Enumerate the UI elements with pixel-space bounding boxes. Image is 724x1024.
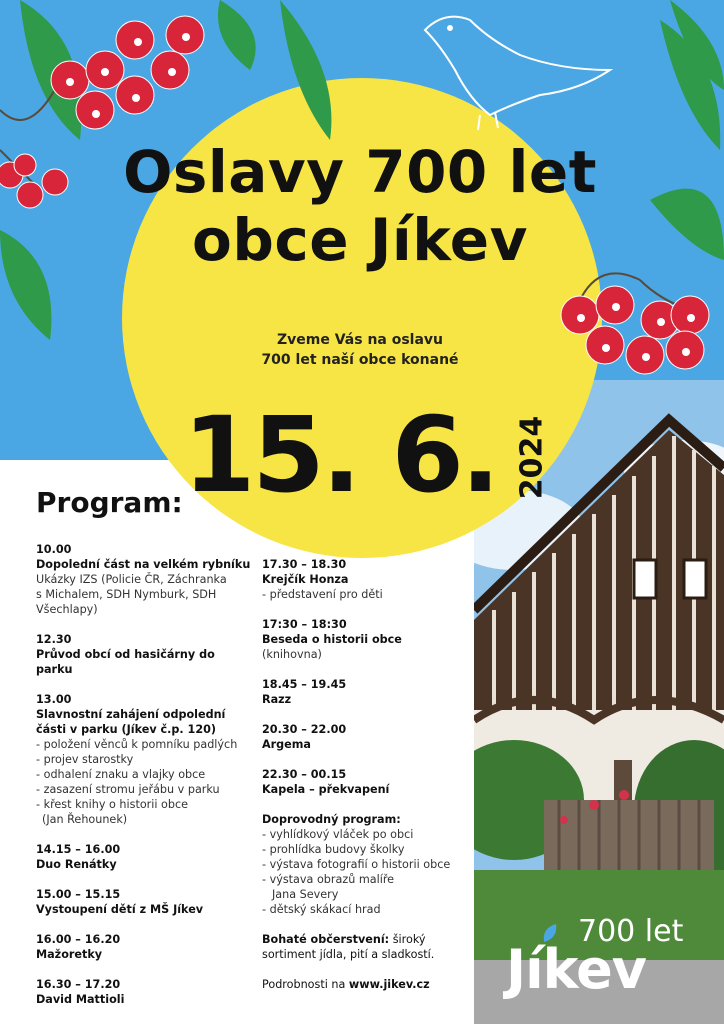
- program-heading: Program:: [36, 486, 183, 519]
- entry-detail: - křest knihy o historii obce: [36, 798, 189, 811]
- entry-title: Vystoupení dětí z MŠ Jíkev: [36, 903, 204, 916]
- entry-detail: (Jan Řehounek): [42, 813, 128, 826]
- program-entry: [36, 932, 254, 962]
- entry-detail: - představení pro děti: [262, 588, 383, 601]
- entry-time: 17:30 – 18:30: [262, 618, 347, 631]
- entry-time: 14.15 – 16.00: [36, 843, 121, 856]
- entry-time: 20.30 – 22.00: [262, 723, 347, 736]
- entry-title: Duo Renátky: [36, 858, 117, 871]
- entry-detail: s Michalem, SDH Nymburk, SDH: [36, 588, 217, 601]
- extras-title: Doprovodný program:: [262, 813, 401, 826]
- refreshments-label: Bohaté občerstvení:: [262, 933, 390, 946]
- page-title: [60, 138, 660, 274]
- extras-item: - výstava fotografií o historii obce: [262, 858, 451, 871]
- program-entry: [262, 677, 472, 707]
- program-entry: [36, 887, 254, 917]
- entry-title: Mažoretky: [36, 948, 103, 961]
- entry-time: 12.30: [36, 633, 72, 646]
- entry-time: 16.30 – 17.20: [36, 978, 121, 991]
- entry-time: 16.00 – 16.20: [36, 933, 121, 946]
- event-year: 2024: [514, 415, 550, 500]
- program-entry: [262, 557, 472, 602]
- title-line-2: obce Jíkev: [192, 206, 528, 274]
- entry-title: Dopolední část na velkém rybníku: [36, 558, 251, 571]
- title-line-1: Oslavy 700 let: [123, 138, 597, 206]
- entry-time: 15.00 – 15.15: [36, 888, 121, 901]
- entry-time: 22.30 – 00.15: [262, 768, 347, 781]
- entry-title: Kapela – překvapení: [262, 783, 390, 796]
- entry-detail: Všechlapy): [36, 603, 98, 616]
- entry-detail: - odhalení znaku a vlajky obce: [36, 768, 206, 781]
- entry-detail: Ukázky IZS (Policie ČR, Záchranka: [36, 573, 227, 586]
- program-entry: [262, 722, 472, 752]
- more-info: [262, 977, 472, 992]
- program-entry: [36, 977, 254, 1007]
- more-info-text: Podrobnosti na: [262, 978, 349, 991]
- entry-title: David Mattioli: [36, 993, 125, 1006]
- refreshments-text: široký sortiment jídla, pití a sladkostí.: [262, 933, 435, 961]
- entry-title: Průvod obcí od hasičárny do parku: [36, 648, 215, 676]
- entry-title: Krejčík Honza: [262, 573, 349, 586]
- invitation-line-1: Zveme Vás na oslavu: [276, 332, 444, 348]
- program-entry: [36, 632, 254, 677]
- program-left-column: [36, 542, 254, 1022]
- entry-detail: - projev starostky: [36, 753, 134, 766]
- entry-title: Beseda o historii obce: [262, 633, 402, 646]
- program-entry: [262, 767, 472, 797]
- extras-item: - prohlídka budovy školky: [262, 843, 405, 856]
- extras-item: Jana Severy: [272, 888, 339, 901]
- entry-time: 17.30 – 18.30: [262, 558, 347, 571]
- invitation-text: [210, 330, 510, 370]
- extras-item: - výstava obrazů malíře: [262, 873, 395, 886]
- event-date: 15. 6.: [183, 394, 498, 516]
- entry-time: 10.00: [36, 543, 72, 556]
- jikev-logo: [502, 908, 712, 1008]
- bird-icon: [425, 17, 610, 130]
- entry-detail: (knihovna): [262, 648, 322, 661]
- program-entry: [36, 692, 254, 827]
- extras-item: - dětský skákací hrad: [262, 903, 381, 916]
- program-entry: [36, 842, 254, 872]
- entry-time: 18.45 – 19.45: [262, 678, 347, 691]
- extras-section: [262, 812, 472, 917]
- extras-item: - vyhlídkový vláček po obci: [262, 828, 414, 841]
- refreshments: [262, 932, 472, 962]
- logo-700-let: 700 let: [578, 914, 684, 949]
- entry-title: Argema: [262, 738, 311, 751]
- entry-detail: - položení věnců k pomníku padlých: [36, 738, 238, 751]
- program-right-column: [262, 557, 472, 992]
- program-entry: [36, 542, 254, 617]
- entry-title: Razz: [262, 693, 292, 706]
- entry-detail: - zasazení stromu jeřábu v parku: [36, 783, 220, 796]
- program-entry: [262, 617, 472, 662]
- website-link[interactable]: www.jikev.cz: [348, 978, 430, 991]
- invitation-line-2: 700 let naší obce konané: [261, 352, 459, 368]
- logo-jikev: Jíkev: [506, 938, 646, 1001]
- entry-title: Slavnostní zahájení odpolední části v parku (Jíkev č.p. 120): [36, 708, 226, 736]
- entry-time: 13.00: [36, 693, 72, 706]
